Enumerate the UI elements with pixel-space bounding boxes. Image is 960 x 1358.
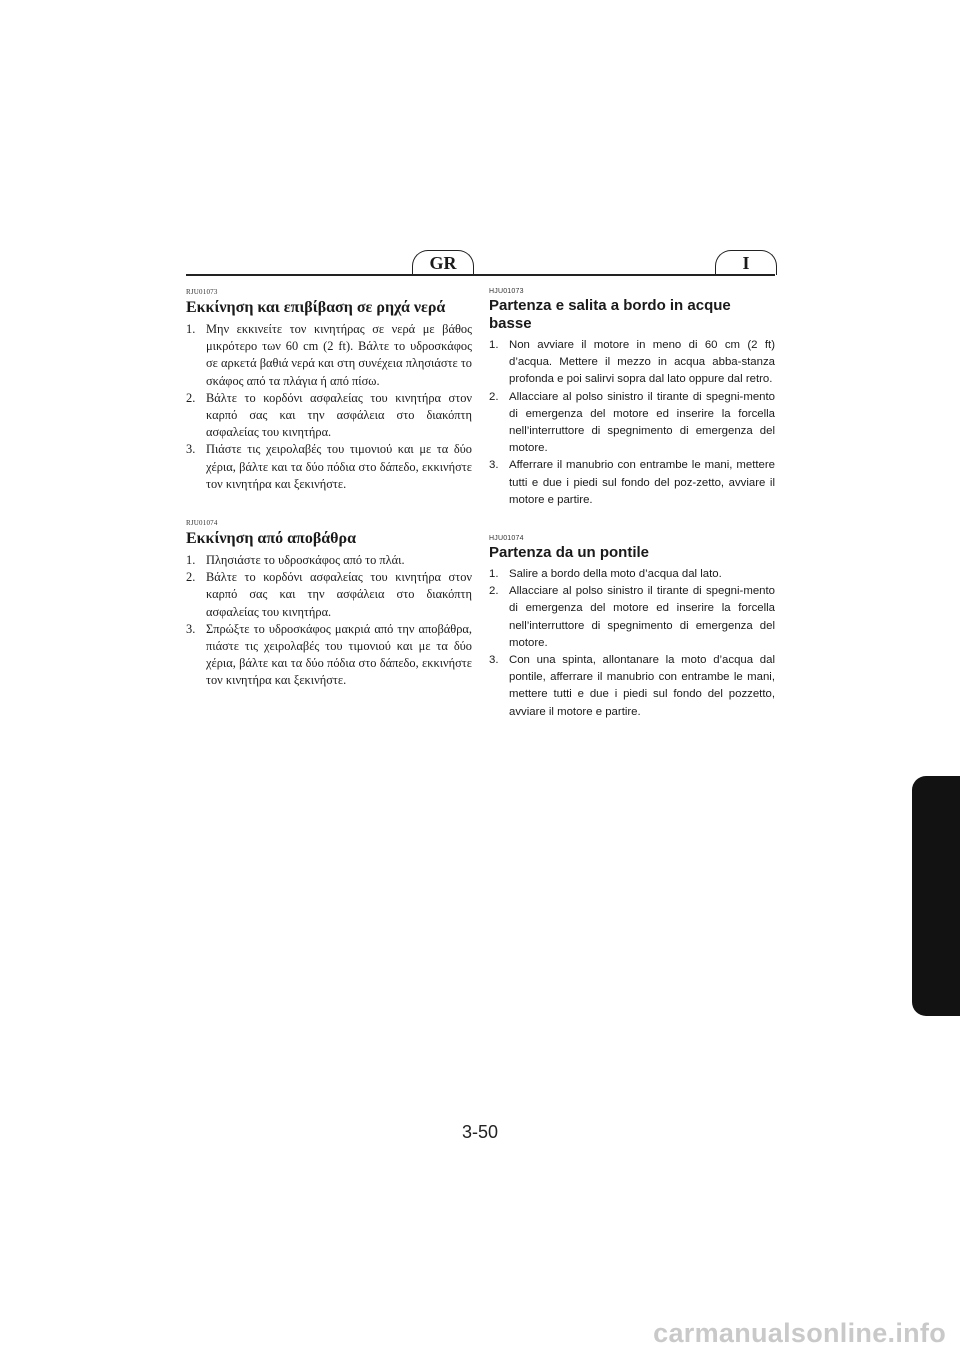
list-item — [489, 337, 775, 389]
language-tab-italian: I — [715, 250, 777, 275]
chapter-thumb-tab — [912, 776, 960, 1016]
header-rule — [186, 274, 775, 276]
list-item — [186, 621, 472, 690]
section-code: RJU01074 — [186, 519, 218, 528]
list-item — [489, 583, 775, 652]
item-number: 1. — [186, 322, 196, 336]
item-text: Afferrare il manubrio con entrambe le mani, mettere tutti e due i piedi sul fondo del poz-zetto, avviare il motore e partire. — [509, 459, 775, 506]
section-code: RJU01073 — [186, 288, 218, 296]
item-text: Μην εκκινείτε τον κινητήρας σε νερά με βάθος μικρότερο των 60 cm (2 ft). Βάλτε το υδροσκάφος σε αρκετά βαθιά νερά και στη συνέχεια πλησιάστε το σκάφος από τα πλάγια ή από πίσω. — [206, 322, 472, 388]
item-text: Allacciare al polso sinistro il tirante di spegni-mento di emergenza del motore ed inserire la forcella nell’interruttore di spegnimento di emergenza del motore. — [509, 585, 775, 649]
section-code: HJU01073 — [489, 288, 524, 295]
item-text: Πλησιάστε το υδροσκάφος από το πλάι. — [206, 553, 405, 568]
item-number: 2. — [489, 585, 499, 598]
section-heading: Εκκίνηση από αποβάθρα — [186, 530, 357, 548]
item-text: Non avviare il motore in meno di 60 cm (2 ft) d’acqua. Mettere il mezzo in acqua abba-stanza profonda e poi salirvi sopra dal lato oppure dal retro. — [509, 339, 775, 386]
item-number: 2. — [489, 390, 499, 403]
list-item — [186, 321, 472, 390]
italian-section-shallow-water — [489, 288, 775, 509]
item-number: 1. — [489, 568, 499, 581]
item-text: Salire a bordo della moto d’acqua dal lato. — [509, 568, 722, 581]
page-number: 3-50 — [461, 1122, 499, 1142]
item-number: 3. — [186, 621, 196, 636]
item-number: 3. — [489, 654, 499, 667]
language-tab-greek: GR — [412, 250, 474, 275]
greek-section-shallow-water — [186, 288, 472, 493]
section-heading: Εκκίνηση και επιβίβαση σε ρηχά νερά — [186, 299, 446, 316]
item-text: Σπρώξτε το υδροσκάφος μακριά από την αποβάθρα, πιάστε τις χειρολαβές του τιμονιού και με τα δύο χέρια, βάλτε και τα δύο πόδια στο δάπεδο, εκκινήστε τον κινητήρα και ξεκινήστε. — [206, 621, 472, 688]
item-number: 1. — [489, 339, 499, 351]
item-number: 2. — [186, 570, 196, 585]
greek-section-dock — [186, 519, 472, 690]
list-item — [489, 652, 775, 721]
item-text: Allacciare al polso sinistro il tirante di spegni-mento di emergenza del motore ed inserire la forcella nell’interruttore di spegnimento di emergenza del motore. — [509, 390, 775, 455]
item-number: 3. — [489, 459, 499, 472]
list-item — [489, 457, 775, 509]
list-item — [186, 569, 472, 621]
item-text: Con una spinta, allontanare la moto d’acqua dal pontile, afferrare il manubrio con entrambe le mani, mettere tutti e due i piedi sul fondo del pozzetto, avviare il motore e partire. — [509, 654, 775, 718]
item-number: 3. — [186, 442, 196, 457]
section-heading: Partenza da un pontile — [489, 544, 650, 562]
item-number: 1. — [186, 553, 196, 568]
section-code: HJU01074 — [489, 535, 524, 543]
section-heading: Partenza e salita a bordo in acque basse — [489, 297, 731, 332]
greek-column — [186, 288, 472, 690]
list-item — [489, 389, 775, 458]
instruction-list — [489, 566, 775, 721]
item-text: Βάλτε το κορδόνι ασφαλείας του κινητήρα στον καρπό σας και την ασφάλεια στο διακόπτη ασφαλείας του κινητήρα. — [206, 570, 472, 619]
list-item — [186, 390, 472, 442]
list-item — [186, 441, 472, 493]
item-number: 2. — [186, 390, 196, 405]
instruction-list — [186, 321, 472, 493]
italian-column — [489, 288, 775, 721]
instruction-list — [489, 337, 775, 509]
list-item — [186, 552, 472, 569]
list-item — [489, 566, 775, 583]
item-text: Πιάστε τις χειρολαβές του τιμονιού και με τα δύο χέρια, βάλτε και τα δύο πόδια στο δάπεδο, εκκινήστε τον κινητήρα και ξεκινήστε. — [206, 442, 472, 491]
italian-section-dock — [489, 535, 775, 721]
instruction-list — [186, 552, 472, 690]
item-text: Βάλτε το κορδόνι ασφαλείας του κινητήρα στον καρπό σας και την ασφάλεια στο διακόπτη ασφαλείας του κινητήρα. — [206, 390, 472, 440]
watermark: carmanualsonline.info — [653, 1318, 946, 1348]
